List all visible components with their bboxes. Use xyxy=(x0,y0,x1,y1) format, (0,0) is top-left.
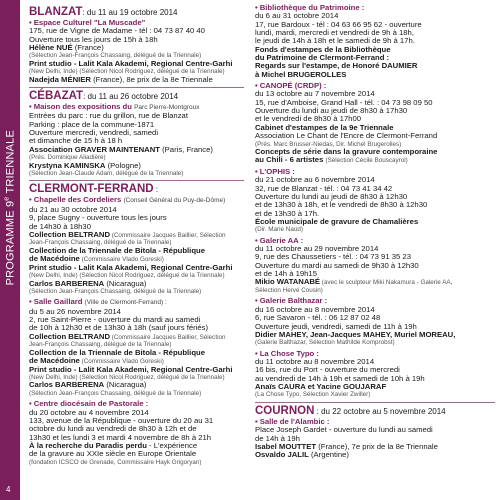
artist-entry: Carlos BARBERENA (Nicaragua) xyxy=(29,278,147,288)
artist-entry: Osvaldo JALIL (Argentine) xyxy=(255,450,349,460)
selection-note: Jean-François Chassaing, délégué de la Triennale) xyxy=(29,341,172,349)
hours-line: Ouverture du mardi au samedi de 9h30 à 12h30 xyxy=(255,260,419,270)
collection-entry: Collection BELTRAND (Commissaire Jacques Baillier, Sélection xyxy=(29,331,226,341)
exhibition-title: à Michel BRUGEROLLES xyxy=(255,69,347,79)
selection-note: (Galerie Balthazar, Sélection Mathilde Komprobst) xyxy=(255,339,395,347)
address-line: Entrées du parc : rue du grillon, rue de Blanzat xyxy=(29,111,188,121)
artist-entry: Nadejda MÉNIER (France), 8e prix de la 8e Triennale xyxy=(29,74,213,84)
collection-entry: de Macédoine (Commissaire Vlado Goreski) xyxy=(29,254,164,264)
artist-entry: Print studio - Lalit Kala Akademi, Regional Centre-Garhi xyxy=(29,262,233,272)
exhibition-title: École municipale de gravure de Chamalières xyxy=(255,216,419,226)
address-line: 17, rue Bardoux - tél : 04 63 66 95 62 - ouverture xyxy=(255,19,422,29)
venue-galerie-aa: • Galerie AA : xyxy=(255,235,304,245)
selection-note: (Sélection Jean-Claude Adam, délégué de la Triennale) xyxy=(29,169,184,177)
hours-line: Ouverture jeudi, vendredi, samedi de 11h à 19h xyxy=(255,321,417,331)
artist-entry: Association GRAVER MAINTENANT (Paris, France) xyxy=(29,144,213,154)
hours-line: au vendredi de 14h à 19h et samedi de 10h à 19h xyxy=(255,373,425,383)
venue-ophis: • L'OPHIS : xyxy=(255,166,295,176)
selection-note: (New Delhi, Inde) (Sélection Nicol Rodriguez, délégué de la Triennale) xyxy=(29,68,225,76)
hours-line: octobre du lundi au vendredi de 8h30 à 12h et de xyxy=(29,424,197,434)
exhibition-title: Fonds d'estampes de la Bibliothèque xyxy=(255,44,391,54)
venue-salle-gaillard: • Salle Gaillard (Ville de Clermont-Ferrand) : xyxy=(29,297,167,307)
venue-la-chose-typo: • La Chose Typo : xyxy=(255,348,319,358)
collection-entry: de Macédoine (Commissaire Vlado Goreski) xyxy=(29,356,164,366)
artist-entry: Carlos BARBERENA (Nicaragua) xyxy=(29,380,147,390)
venue-canope: • CANOPÉ (CRDP) : xyxy=(255,81,327,91)
hours-line: Ouverture du lundi au jeudi de 8h30 à 17h30 xyxy=(255,106,408,116)
date-line: du 21 au 30 octobre 2014 xyxy=(29,204,117,214)
selection-note: (Prés. Marc Brusser-Niedas, Dir. Michel Brugerolles) xyxy=(255,140,402,148)
address-line: 15, rue d'Amboise, Grand Hall - tél. : 04 73 98 09 50 xyxy=(255,97,433,107)
selection-note: Sélection Hervé Cousin) xyxy=(255,286,323,294)
divider xyxy=(29,180,244,181)
venue-maison-expositions: • Maison des expositions du Parc Pierre-Montgroux xyxy=(29,102,200,112)
venue-chapelle-cordeliers: • Chapelle des Cordeliers (Conseil Général du Puy-de-Dôme) xyxy=(29,195,226,205)
address-line: 133, avenue de la République - ouverture du 20 au 31 xyxy=(29,415,214,425)
venue-salle-alambic: • Salle de l'Alambic : xyxy=(255,416,330,426)
divider xyxy=(29,87,244,88)
date-line: du 21 octobre au 6 novembre 2014 xyxy=(255,175,375,185)
selection-note: (New Delhi, Inde) (Sélection Nicol Rodriguez, délégué de la Triennale) xyxy=(29,373,225,381)
venue-la-muscade: • Espace Culturel "La Muscade" xyxy=(29,18,146,27)
exhibition-title: Cabinet d'estampes de la 9e Triennale xyxy=(255,122,394,132)
city-clermont-ferrand: CLERMONT-FERRAND : xyxy=(29,183,159,196)
selection-note: Jean-François Chassaing, délégué de la Triennale) xyxy=(29,239,172,247)
selection-note: (Sélection Jean-François Chassaing, délégué de la Triennale) xyxy=(29,287,202,295)
date-line: du 6 au 31 octobre 2014 xyxy=(255,11,339,21)
date-line: du 20 octobre au 4 novembre 2014 xyxy=(29,407,149,417)
exhibition-title: de la gravure au XXIe siècle en Europe Orientale xyxy=(29,449,197,459)
selection-note: (New Delhi, Inde) (Sélection Nicol Rodriguez, délégué de la Triennale) xyxy=(29,272,225,280)
hours-line: Ouverture mercredi, vendredi, samedi xyxy=(29,128,159,138)
hours-line: le jeudi de 14h à 18h et le samedi de 9h à 17h. xyxy=(255,36,415,46)
collection-entry: Collection BELTRAND (Commissaire Jacques Baillier, Sélection xyxy=(29,229,226,239)
date-line: du 16 octobre au 8 novembre 2014 xyxy=(255,304,375,314)
hours-line: et le vendredi de 8h30 à 17h00 xyxy=(255,114,362,124)
venue-galerie-balthazar: • Galerie Balthazar : xyxy=(255,296,328,306)
exhibition-title: Concepts de série dans la gravure contemporaine xyxy=(255,147,438,156)
artist-entry: Krystyna KAMINSKA (Pologne) xyxy=(29,160,141,170)
address-line: 9, place Sugny - ouverture tous les jours xyxy=(29,213,167,223)
selection-note: (Prés. Dominique Aliadière) xyxy=(29,154,106,162)
sidebar-title: PROGRAMME 9e TRIENNALE xyxy=(3,130,17,286)
artist-entry: Isabel MOUTTET (France), 7e prix de la 8e Triennale xyxy=(255,441,438,451)
collection-entry: Collection de la Triennale de Bitola - République xyxy=(29,245,205,255)
address-line: 16 bis, rue du Port - ouverture du mercredi xyxy=(255,365,400,375)
artist-entry: Anaïs CAURA et Yacine GOUJARAF xyxy=(255,382,387,392)
hours-line: et de 13h30 à 17h. xyxy=(255,208,320,218)
hours-line: de 14h à 19h xyxy=(255,433,300,443)
hours-line: 13h30 et les lundi 3 et mardi 4 novembre de 8h à 21h xyxy=(29,432,212,442)
hours-line: de 14h30 à 18h30 xyxy=(29,221,91,231)
selection-note: (La Chose Typo, Sélection Xavier Zwiller) xyxy=(255,391,371,399)
city-blanzat: BLANZAT: du 11 au 19 octobre 2014 xyxy=(29,6,178,18)
exhibition-title: du Patrimoine de Clermont-Ferrand : xyxy=(255,53,390,63)
exhibition-title: Regards sur l'estampe, de Honoré DAUMIER xyxy=(255,61,418,71)
selection-note: (Dir. Marie Naud) xyxy=(255,226,303,234)
hours-line: Ouverture tous les jours de 15h à 18h xyxy=(29,34,158,44)
page-number: 4 xyxy=(6,485,11,494)
address-line: 9, rue des Chaussetiers - tél. : 04 73 91 35 23 xyxy=(255,252,411,262)
city-cournon: COURNON : du 22 octobre au 5 novembre 2014 xyxy=(255,404,446,417)
address-line: 32, rue de Blanzat - tél. : 04 73 41 34 42 xyxy=(255,183,393,193)
date-line: du 5 au 26 novembre 2014 xyxy=(29,306,121,316)
right-column xyxy=(255,4,495,460)
hours-line: et de 13h30 à 18h, et le vendredi de 8h30 à 12h30 xyxy=(255,200,428,210)
artist-entry: Hélène NUÉ (France) xyxy=(29,43,104,53)
venue-centre-pastorale: • Centre diocésain de Pastorale : xyxy=(29,399,149,409)
artist-entry: Mikio WATANABÉ (avec le sculpteur Miki Nakamura - Galerie AA, xyxy=(255,277,453,287)
artist-entry: Association Le Chant de l'Encre de Clermont-Ferrand xyxy=(255,131,438,141)
hours-line: lundi, mardi, mercredi et vendredi de 9h à 18h, xyxy=(255,28,414,38)
venue-bibliotheque-patrimoine: • Bibliothèque du Patrimoine : xyxy=(255,3,365,12)
left-column xyxy=(29,4,244,466)
collection-entry: Collection de la Triennale de Bitola - République xyxy=(29,347,205,357)
sidebar xyxy=(0,0,20,500)
address-line: 175, rue de Vigne de Madame - tél : 04 73 87 40 40 xyxy=(29,26,205,36)
divider xyxy=(255,402,495,403)
artist-entry: Print studio - Lalit Kala Akademi, Regional Centre-Garhi xyxy=(29,364,233,374)
selection-note: (fondation ICSCO de Grenade, Commissaire Hayk Grigoryan) xyxy=(29,458,202,466)
hours-line: Ouverture du lundi au jeudi de 8h30 à 12h30 xyxy=(255,191,408,201)
selection-note: (Sélection Jean-François Chassaing, délégué de la Triennale) xyxy=(29,389,202,397)
date-line: du 13 octobre au 7 novembre 2014 xyxy=(255,89,375,99)
date-line: du 11 octobre au 8 novembre 2014 xyxy=(255,357,375,367)
hours-line: et dimanche de 15 h à 18 h xyxy=(29,136,123,146)
address-line: 2, rue Saint-Pierre - ouverture du mardi au samedi xyxy=(29,315,201,325)
date-line: du 11 octobre au 29 novembre 2014 xyxy=(255,244,379,254)
artist-entry: Didier MAHEY, Jean-Jacques MAHEY, Muriel MOREAU, xyxy=(255,329,456,339)
city-cebazat: CÉBAZAT: du 11 au 26 octobre 2014 xyxy=(29,90,179,103)
exhibition-title: au Chili - 6 artistes (Sélection Cécile Bouscayrol) xyxy=(255,155,408,165)
exhibition-title: À la recherche du Paradis perdu - L'expérience xyxy=(29,441,198,450)
artist-entry: Print studio - Lalit Kala Akademi, Regional Centre-Garhi xyxy=(29,58,233,68)
address-line: Place Joseph Gardet - ouverture du lundi au samedi xyxy=(255,425,433,435)
address-line: Parking : place de la commune-1871 xyxy=(29,119,155,129)
hours-line: et de 14h à 19h15 xyxy=(255,269,317,279)
hours-line: de 10h à 12h30 et de 13h30 à 18h (sauf jours fériés) xyxy=(29,323,209,333)
selection-note: (Sélection Jean-François Chassaing, délégué de la Triennale) xyxy=(29,52,202,60)
address-line: 6, rue Savaron - tél. : 06 12 87 02 48 xyxy=(255,313,381,323)
